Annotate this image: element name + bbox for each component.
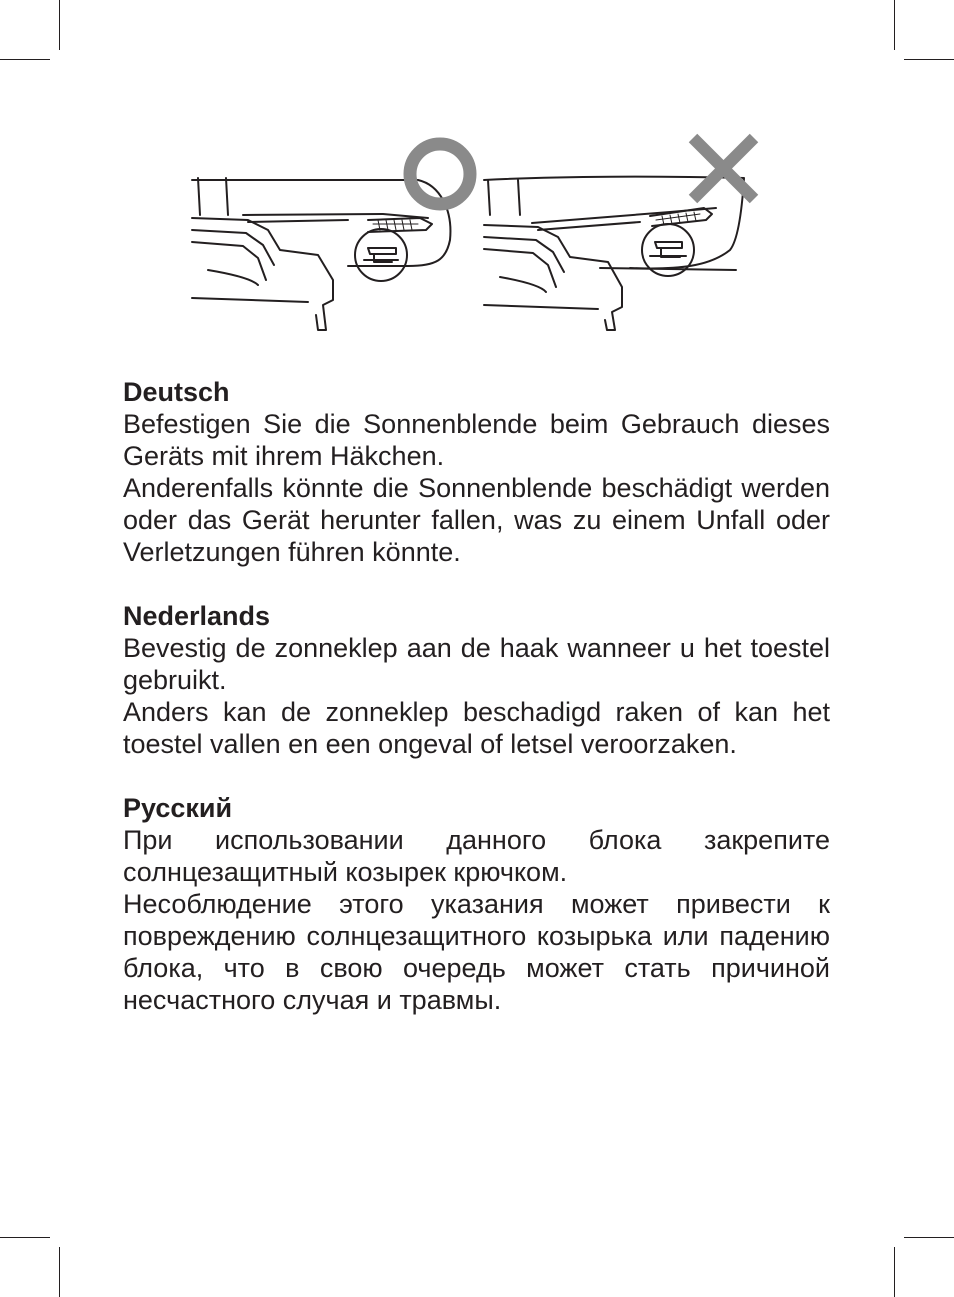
cross-icon [693,138,754,199]
sun-visor-illustration [188,130,768,340]
section-russkiy [123,792,830,1016]
section-paragraph: Bevestig de zonneklep aan de haak wanneer u het toestel gebruikt. [123,633,830,695]
section-heading: Deutsch [123,377,230,407]
section-nederlands [123,600,830,760]
section-paragraph: При использовании данного блока закрепите солнцезащитный козырек крючком. [123,825,830,887]
section-paragraph: Anders kan de zonneklep beschadigd raken of kan het toestel vallen en een ongeval of letsel veroorzaken. [123,697,830,759]
section-paragraph: Befestigen Sie die Sonnenblende beim Gebrauch dieses Geräts mit ihrem Häkchen. [123,409,830,471]
incorrect-usage-drawing [484,177,744,330]
section-deutsch [123,376,830,568]
section-heading: Nederlands [123,601,271,631]
crop-mark-top-right-vertical [894,0,895,50]
crop-mark-bottom-right-vertical [894,1247,895,1297]
section-heading: Русский [123,793,233,823]
crop-mark-top-right-horizontal [904,59,954,60]
crop-mark-bottom-right-horizontal [904,1237,954,1238]
instruction-text [123,376,830,1048]
section-paragraph: Несоблюдение этого указания может привести к повреждению солнцезащитного козырька или падению блока, что в свою очередь может стать причиной несчастного случая и травмы. [123,889,830,1015]
crop-mark-bottom-left-vertical [59,1247,60,1297]
correct-usage-drawing [192,178,450,330]
crop-mark-bottom-left-horizontal [0,1237,50,1238]
crop-mark-top-left-vertical [59,0,60,50]
section-paragraph: Anderenfalls könnte die Sonnenblende beschädigt werden oder das Gerät herunter fallen, was zu einem Unfall oder Verletzungen führen könnte. [123,473,830,567]
crop-mark-top-left-horizontal [0,59,50,60]
